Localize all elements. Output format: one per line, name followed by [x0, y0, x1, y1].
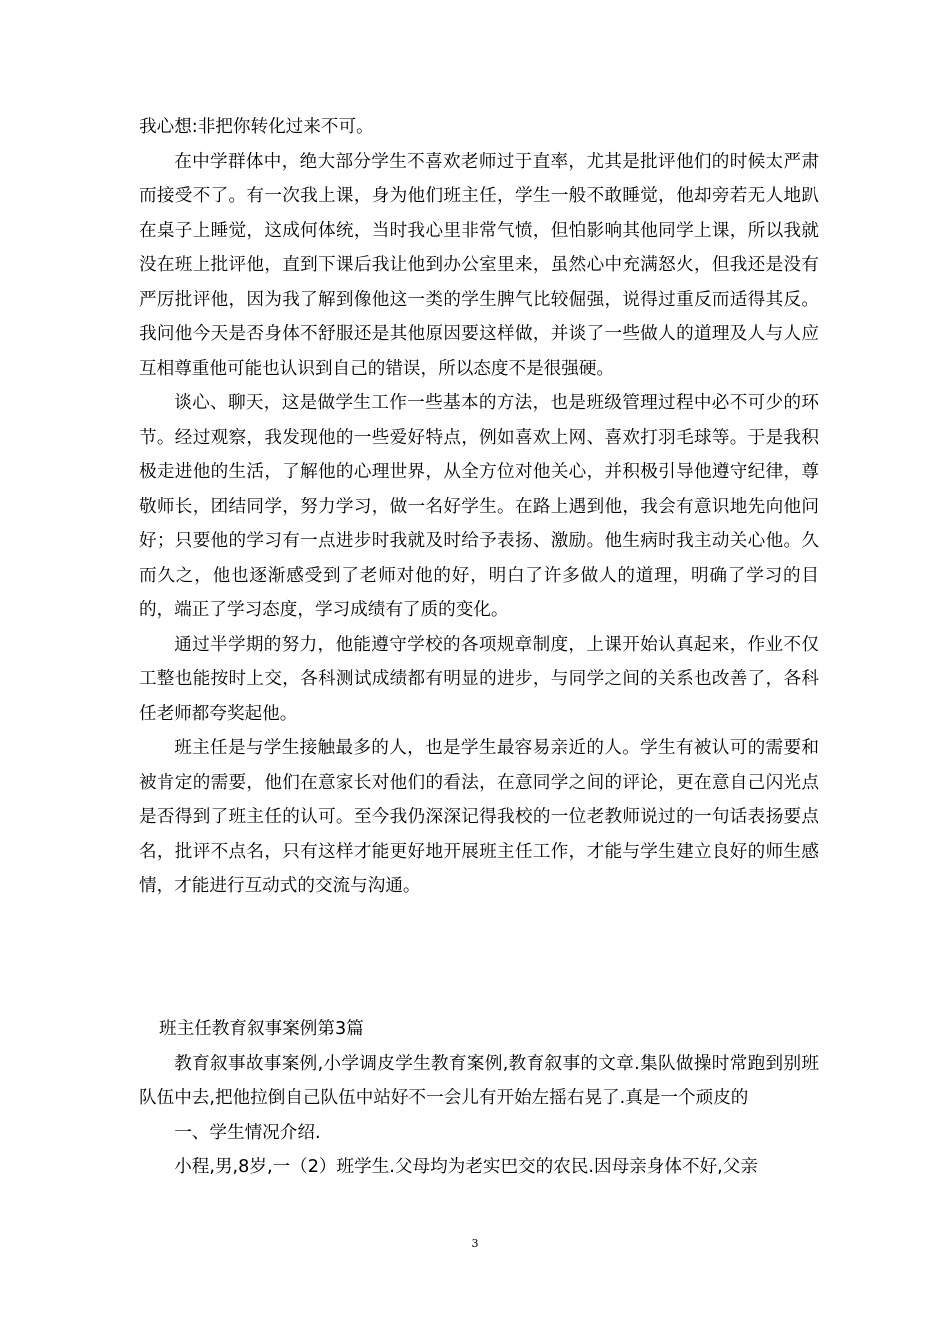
section-paragraph-2: 一、学生情况介绍. — [174, 1122, 321, 1143]
section-3 — [139, 1012, 819, 1185]
section-title: 班主任教育叙事案例第3篇 — [159, 1019, 364, 1039]
body-text — [139, 110, 819, 904]
section-paragraph-3: 小程,男,8岁,一（2）班学生.父母均为老实巴交的农民.因母亲身体不好,父亲 — [174, 1157, 758, 1177]
paragraph-4: 通过半学期的努力，他能遵守学校的各项规章制度，上课开始认真起来，作业不仅工整也能按时上交，各科测试成绩都有明显的进步，与同学之间的关系也改善了，各科任老师都夸奖起他。 — [139, 634, 819, 724]
paragraph-2: 在中学群体中，绝大部分学生不喜欢老师过于直率，尤其是批评他们的时候太严肃而接受不了。有一次我上课，身为他们班主任，学生一般不敢睡觉，他却旁若无人地趴在桌子上睡觉，这成何体统，当时我心里非常气愤，但怕影响其他同学上课，所以我就没在班上批评他，直到下课后我让他到办公室里来，虽然心中充满怒火，但我还是没有严厉批评他，因为我了解到像他这一类的学生脾气比较倔强，说得过重反而适得其反。我问他今天是否身体不舒服还是其他原因要这样做，并谈了一些做人的道理及人与人应互相尊重他可能也认识到自己的错误，所以态度不是很强硬。 — [139, 151, 819, 379]
paragraph-5: 班主任是与学生接触最多的人，也是学生最容易亲近的人。学生有被认可的需要和被肯定的需要，他们在意家长对他们的看法，在意同学之间的评论，更在意自己闪光点是否得到了班主任的认可。至今我仍深深记得我校的一位老教师说过的一句话表扬要点名，批评不点名，只有这样才能更好地开展班主任工作，才能与学生建立良好的师生感情，才能进行互动式的交流与沟通。 — [139, 738, 819, 896]
paragraph-3: 谈心、聊天，这是做学生工作一些基本的方法，也是班级管理过程中必不可少的环节。经过观察，我发现他的一些爱好特点，例如喜欢上网、喜欢打羽毛球等。于是我积极走进他的生活，了解他的心理世界，从全方位对他关心，并积极引导他遵守纪律，尊敬师长，团结同学，努力学习，做一名好学生。在路上遇到他，我会有意识地先向他问好；只要他的学习有一点进步时我就及时给予表扬、激励。他生病时我主动关心他。久而久之，他也逐渐感受到了老师对他的好，明白了许多做人的道理，明确了学习的目的，端正了学习态度，学习成绩有了质的变化。 — [139, 393, 819, 620]
paragraph-1: 我心想:非把你转化过来不可。 — [139, 117, 374, 137]
page-number: 3 — [471, 1237, 479, 1250]
section-paragraph-1: 教育叙事故事案例,小学调皮学生教育案例,教育叙事的文章.集队做操时常跑到别班队伍中去,把他拉倒自己队伍中站好不一会儿有开始左摇右晃了.真是一个顽皮的 — [139, 1053, 819, 1108]
